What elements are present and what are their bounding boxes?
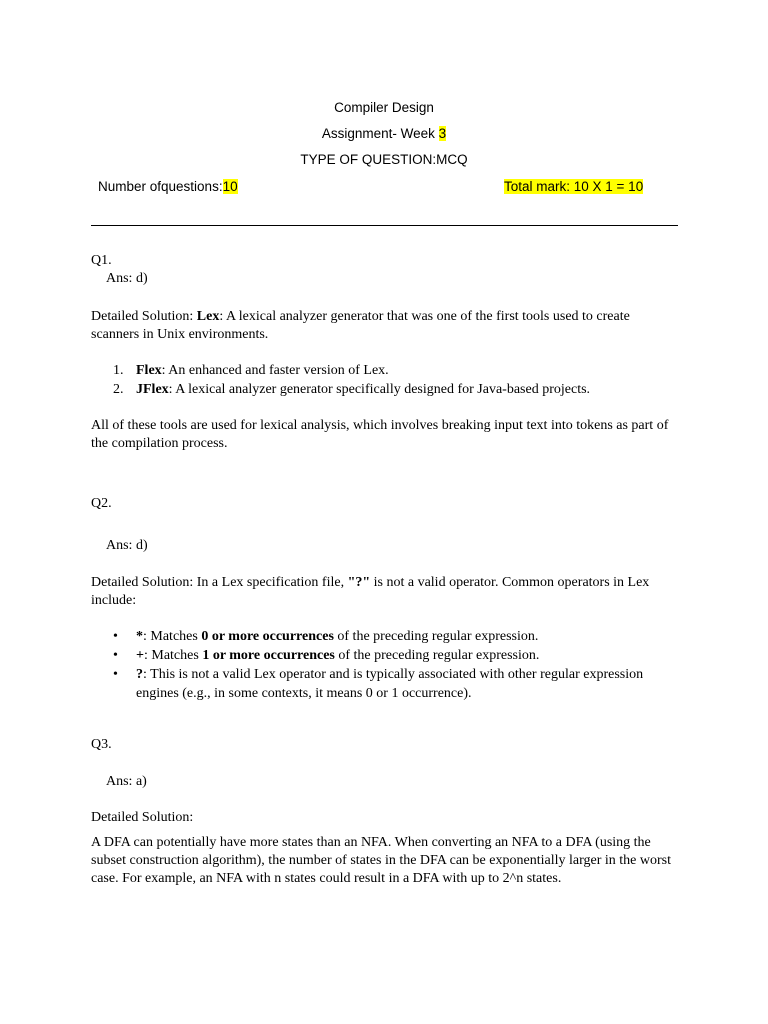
list-item: 1. Flex: An enhanced and faster version of Lex. (113, 363, 389, 378)
assignment-week: Assignment- Week 3 (321, 126, 447, 141)
list-item: • ?: This is not a valid Lex operator and is typically associated with other regular expression engines (e.g., in some contexts, it means 0 or 1 occurrence). (113, 667, 644, 701)
q3-label: Q3. (91, 737, 112, 752)
q3-solution-text: A DFA can potentially have more states than an NFA. When converting an NFA to a DFA (using the subset construction algorithm), the number of states in the DFA can be exponentially larger in the worst case. For example, an NFA with n states could result in a DFA with up to 2^n states. (91, 835, 671, 886)
week-number: 3 (438, 126, 447, 141)
num-questions-value: 10 (222, 179, 238, 194)
q2-operator-list (113, 627, 683, 703)
q1-tool-list (113, 361, 683, 399)
q3-answer: Ans: a) (106, 774, 147, 789)
q2-solution: Detailed Solution: In a Lex specification file, "?" is not a valid operator. Common operators in Lex include: (91, 575, 650, 608)
total-mark: Total mark: 10 X 1 = 10 (504, 179, 644, 194)
bullet-icon: • (113, 648, 118, 663)
header-divider (91, 225, 678, 226)
q1-summary: All of these tools are used for lexical analysis, which involves breaking input text into tokens as part of the compilation process. (91, 418, 669, 451)
question-type: TYPE OF QUESTION:MCQ (300, 152, 468, 167)
list-item: • *: Matches 0 or more occurrences of the preceding regular expression. (113, 629, 539, 644)
q2-answer: Ans: d) (106, 538, 148, 553)
q1-solution: Detailed Solution: Lex: A lexical analyzer generator that was one of the first tools used to create scanners in Unix environments. (91, 309, 630, 342)
bullet-icon: • (113, 629, 118, 644)
q3-solution-label: Detailed Solution: (91, 810, 194, 825)
q2-label: Q2. (91, 496, 112, 511)
list-item: • +: Matches 1 or more occurrences of the preceding regular expression. (113, 648, 540, 663)
q1-answer: Ans: d) (106, 271, 148, 286)
bullet-icon: • (113, 667, 118, 682)
q1-label: Q1. (91, 253, 112, 268)
course-title: Compiler Design (334, 100, 434, 115)
list-item: 2. JFlex: A lexical analyzer generator specifically designed for Java-based projects. (113, 382, 591, 397)
number-of-questions: Number ofquestions:10 (98, 179, 238, 194)
